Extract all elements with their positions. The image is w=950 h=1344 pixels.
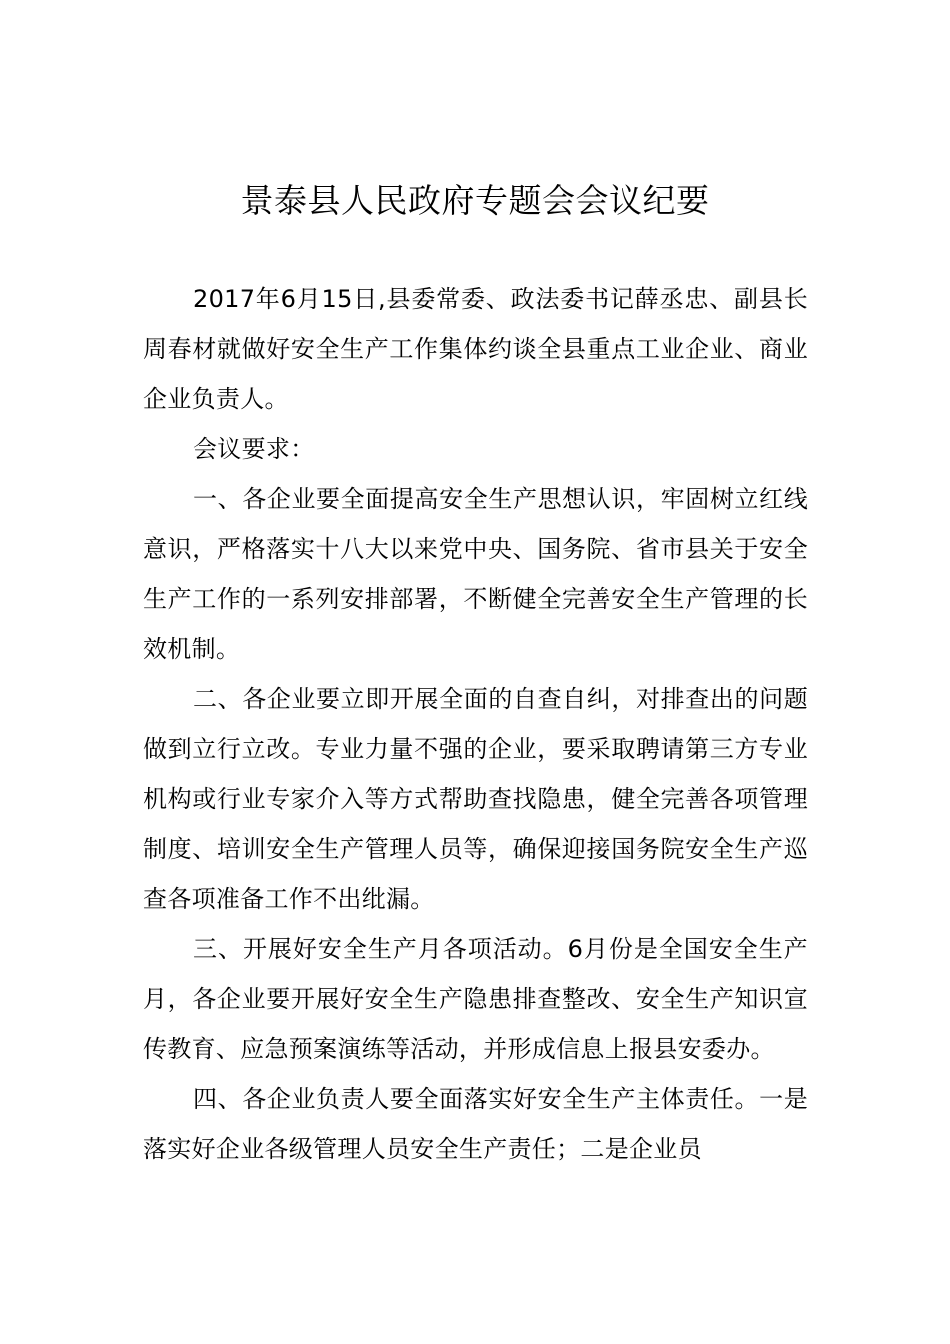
paragraph-requirements-heading: 会议要求： <box>193 435 315 463</box>
document-title: 景泰县人民政府专题会会议纪要 <box>240 181 710 220</box>
paragraph-requirement-1: 一、各企业要全面提高安全生产思想认识，牢固树立红线意识，严格落实十八大以来党中央、国务院、省市县关于安全生产工作的一系列安排部署，不断健全完善安全生产管理的长效机制。 <box>143 485 808 663</box>
document-body <box>143 274 808 1174</box>
paragraph-requirement-2: 二、各企业要立即开展全面的自查自纠，对排查出的问题做到立行立改。专业力量不强的企业，要采取聘请第三方专业机构或行业专家介入等方式帮助查找隐患，健全完善各项管理制度、培训安全生产管理人员等，确保迎接国务院安全生产巡查各项准备工作不出纰漏。 <box>143 685 808 913</box>
paragraph-meeting-intro: 2017年6月15日,县委常委、政法委书记薛丞忠、副县长周春材就做好安全生产工作集体约谈全县重点工业企业、商业企业负责人。 <box>143 285 808 413</box>
paragraph-requirement-4: 四、各企业负责人要全面落实好安全生产主体责任。一是落实好企业各级管理人员安全生产责任；二是企业员 <box>143 1085 808 1163</box>
paragraph-requirement-3: 三、开展好安全生产月各项活动。6月份是全国安全生产月，各企业要开展好安全生产隐患排查整改、安全生产知识宣传教育、应急预案演练等活动，并形成信息上报县安委办。 <box>143 935 808 1063</box>
